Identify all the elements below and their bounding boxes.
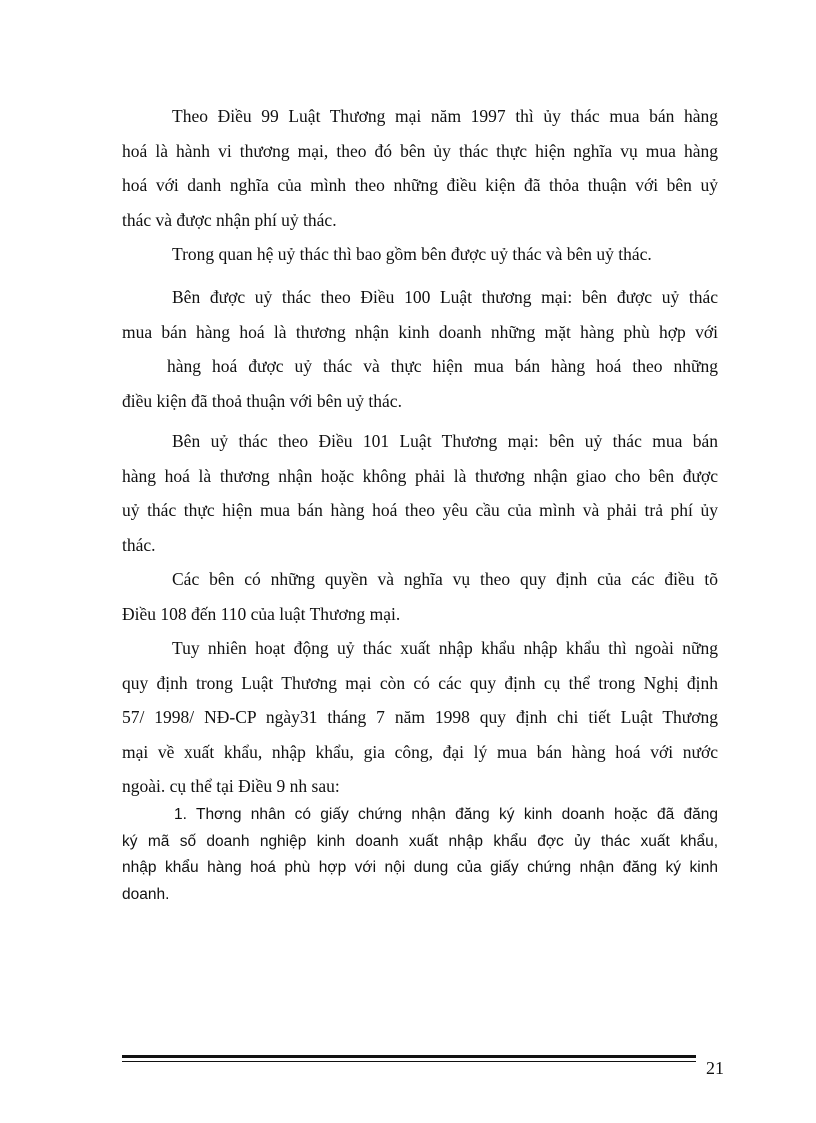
text-line: 57/ 1998/ NĐ-CP ngày31 tháng 7 năm 1998 quy định chi tiết Luật Thương: [122, 707, 718, 727]
text-line: hoá với danh nghĩa của mình theo những điều kiện đã thỏa thuận với bên uỷ: [122, 175, 718, 195]
footer-rule: [122, 1055, 696, 1058]
text-line: Trong quan hệ uỷ thác thì bao gồm bên được uỷ thác và bên uỷ thác.: [172, 244, 652, 264]
footer-rule-thin: [122, 1061, 696, 1062]
text-line: ký mã số doanh nghiệp kinh doanh xuất nhập khẩu đợc ủy thác xuất khẩu,: [122, 832, 718, 850]
text-line: Tuy nhiên hoạt động uỷ thác xuất nhập khẩu nhập khẩu thì ngoài nững: [172, 638, 718, 658]
text-line: hoá là hành vi thương mại, theo đó bên ủy thác thực hiện nghĩa vụ mua hàng: [122, 140, 718, 161]
text-line: Các bên có những quyền và nghĩa vụ theo quy định của các điều tõ: [172, 569, 718, 589]
text-line: doanh.: [122, 885, 170, 903]
paragraph-trustor: [122, 424, 718, 562]
text-line: 1. Thơng nhân có giấy chứng nhận đăng ký kinh doanh hoặc đã đăng: [174, 806, 718, 823]
text-line: Theo Điều 99 Luật Thương mại năm 1997 thì ủy thác mua bán hàng: [172, 106, 718, 126]
text-line: thác và được nhận phí uỷ thác.: [122, 209, 337, 230]
text-line: ngoài. cụ thể tại Điều 9 nh sau:: [122, 776, 340, 796]
text-line: uỷ thác thực hiện mua bán hàng hoá theo yêu cầu của mình và phải trả phí ủy: [122, 500, 718, 520]
paragraph-trustee: [122, 280, 718, 418]
paragraph-decree-57: [122, 631, 718, 804]
paragraph-rights-obligations: [122, 562, 718, 631]
text-line: mua bán hàng hoá là thương nhận kinh doanh những mặt hàng phù hợp với: [122, 321, 718, 342]
text-line: Điều 108 đến 110 của luật Thương mại.: [122, 603, 401, 624]
paragraph-trust-definition: [122, 99, 718, 237]
text-line: Bên được uỷ thác theo Điều 100 Luật thương mại: bên được uỷ thác: [172, 287, 718, 307]
text-line: Bên uỷ thác theo Điều 101 Luật Thương mại: bên uỷ thác mua bán: [172, 431, 718, 451]
text-line: điều kiện đã thoả thuận với bên uỷ thác.: [122, 390, 402, 411]
page-number: 21: [706, 1058, 724, 1078]
numbered-clause-1: [122, 802, 718, 908]
text-line: hàng hoá là thương nhận hoặc không phải là thương nhận giao cho bên được: [122, 465, 718, 486]
text-line: nhập khẩu hàng hoá phù hợp với nội dung của giấy chứng nhận đăng ký kinh: [122, 859, 718, 876]
paragraph-trust-parties: [122, 237, 718, 272]
text-line: mại về xuất khẩu, nhập khẩu, gia công, đại lý mua bán hàng hoá với nước: [122, 741, 718, 762]
text-line: thác.: [122, 534, 156, 555]
text-line: quy định trong Luật Thương mại còn có các quy định cụ thể trong Nghị định: [122, 672, 718, 693]
text-line: hàng hoá được uỷ thác và thực hiện mua bán hàng hoá theo những: [167, 356, 718, 376]
